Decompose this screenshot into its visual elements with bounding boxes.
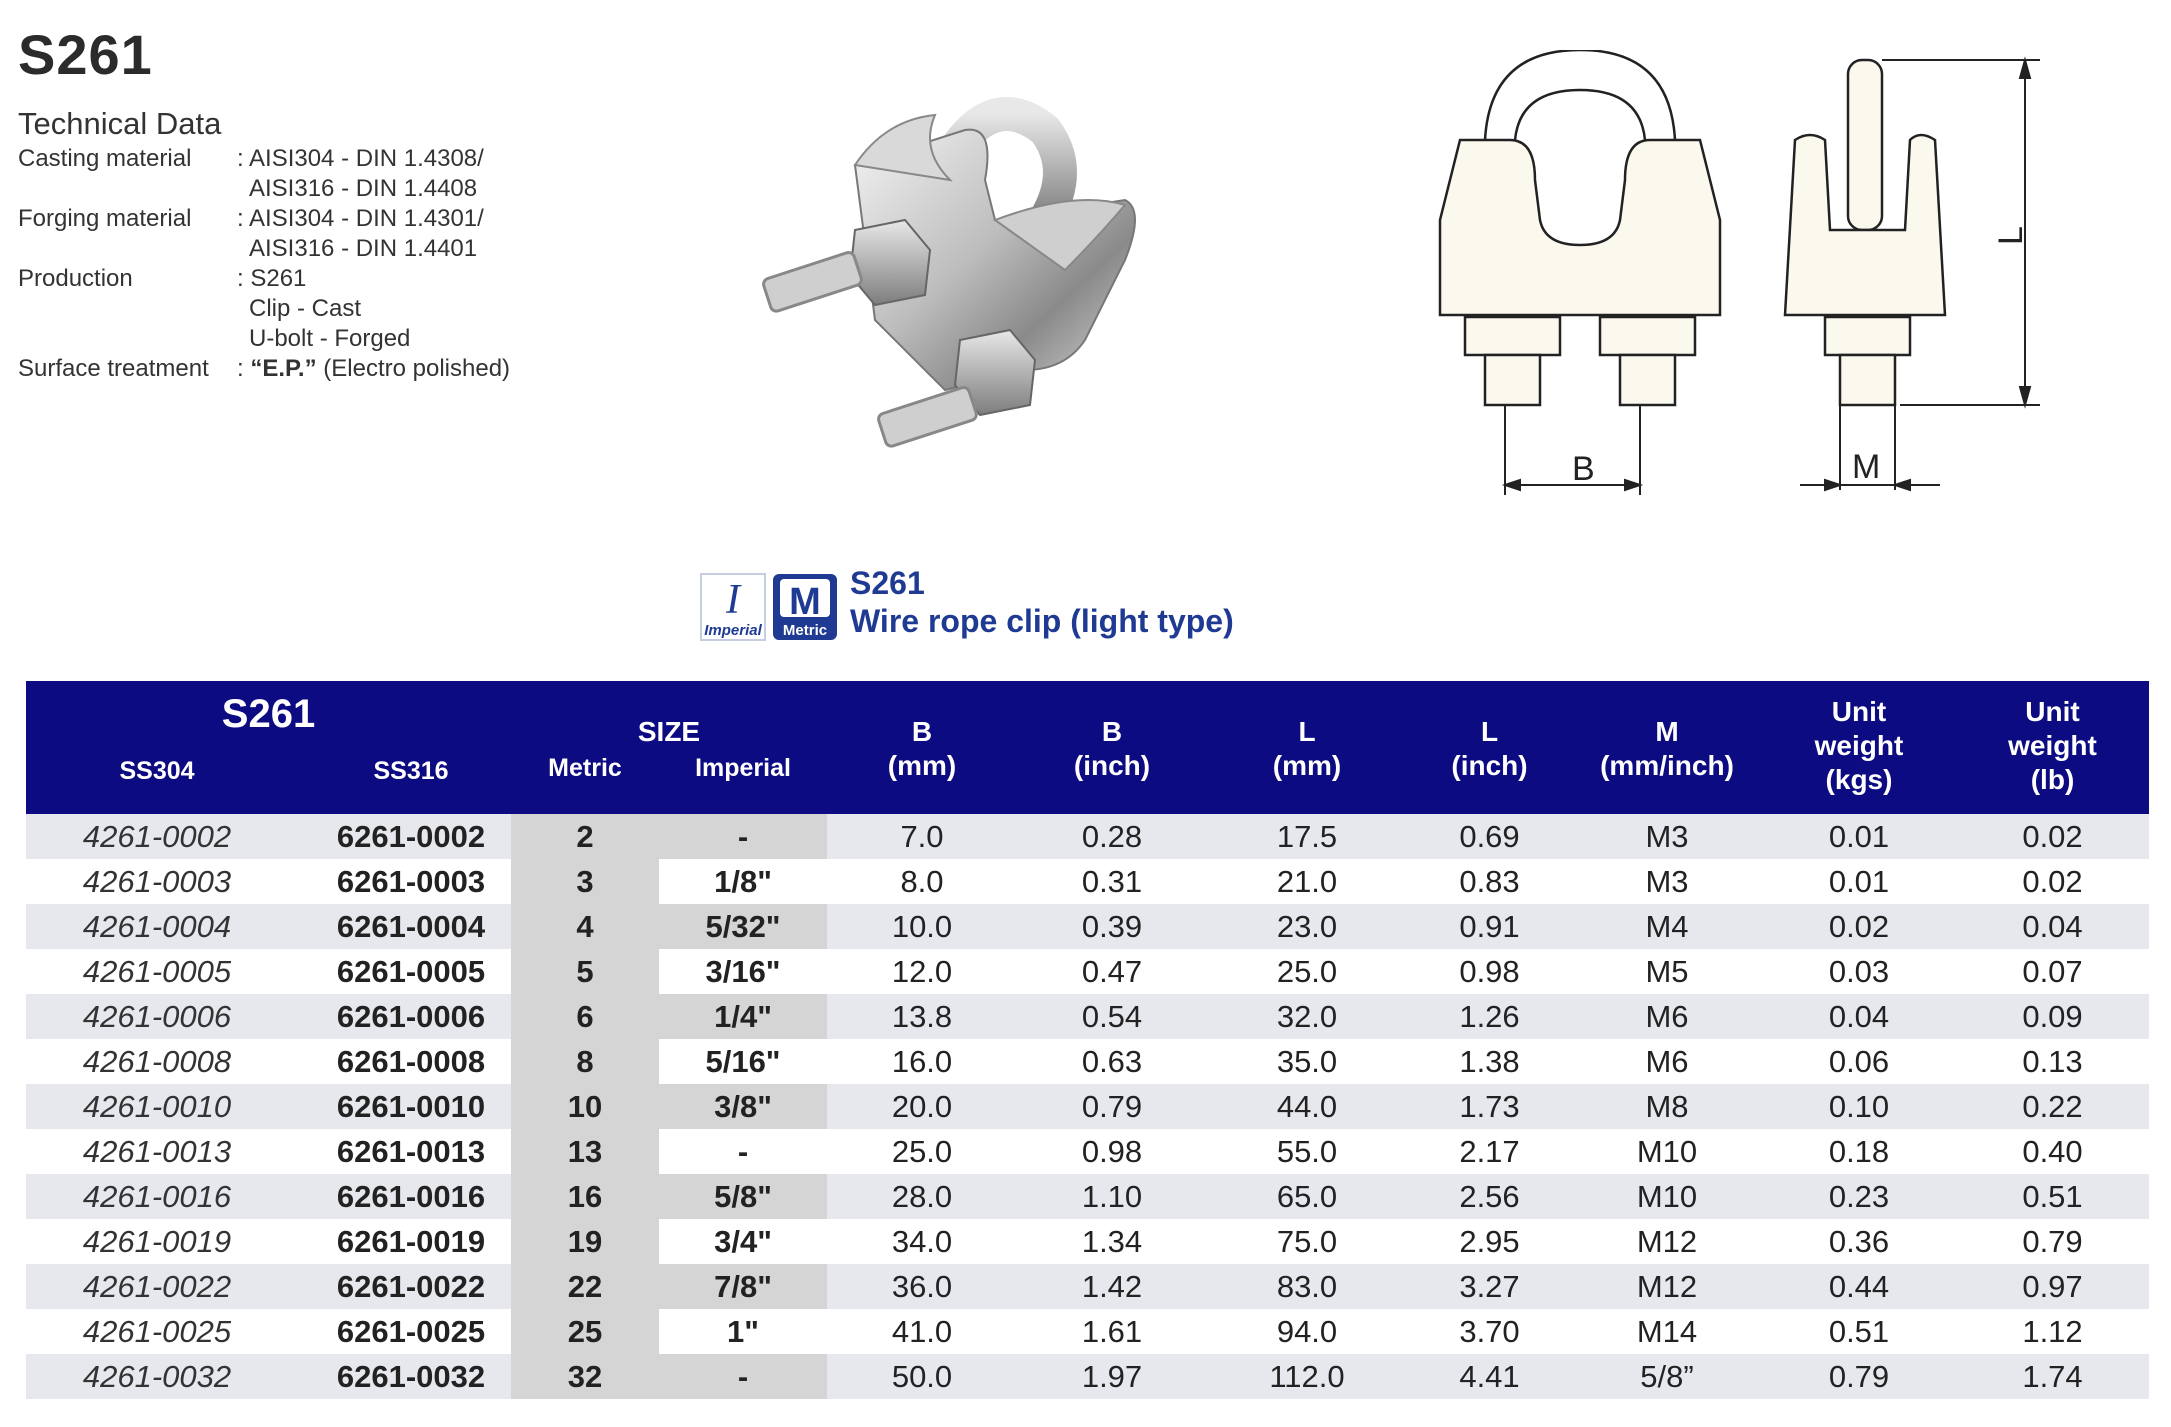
cell-l-inch: 0.98: [1459, 954, 1520, 989]
cell-l-mm: 35.0: [1276, 1044, 1338, 1079]
tech-value: U-bolt - Forged: [249, 325, 411, 352]
cell-metric: 10: [511, 1084, 659, 1129]
cell-imperial: 1": [659, 1309, 827, 1354]
cell-l-inch: 2.17: [1459, 1134, 1520, 1169]
header-unit-weight-kgs: Unit weight (kgs): [1814, 696, 1904, 795]
cell-b-mm: 12.0: [891, 954, 953, 989]
cell-ss316: 6261-0016: [336, 1179, 486, 1214]
cell-l-mm: 65.0: [1276, 1179, 1338, 1214]
cell-l-mm: 75.0: [1276, 1224, 1338, 1259]
cell-m: M6: [1645, 999, 1689, 1034]
header-l-mm: L (mm): [1272, 716, 1342, 781]
tech-value: Clip - Cast: [249, 295, 362, 322]
cell-ss316: 6261-0005: [336, 954, 486, 989]
cell-weight-kgs: 0.79: [1828, 1359, 1890, 1394]
cell-b-mm: 34.0: [891, 1224, 953, 1259]
cell-ss316: 6261-0019: [336, 1224, 486, 1259]
cell-imperial: -: [659, 1354, 827, 1399]
cell-metric: 13: [511, 1129, 659, 1174]
cell-l-inch: 1.38: [1459, 1044, 1520, 1079]
cell-imperial: 5/16": [659, 1039, 827, 1084]
cell-l-mm: 25.0: [1276, 954, 1338, 989]
cell-ss304: 4261-0022: [82, 1269, 232, 1304]
cell-ss304: 4261-0025: [82, 1314, 232, 1349]
imperial-badge-icon: [700, 573, 766, 641]
cell-weight-kgs: 0.01: [1828, 864, 1890, 899]
cell-b-mm: 28.0: [891, 1179, 953, 1214]
cell-m: M4: [1645, 909, 1689, 944]
cell-b-mm: 16.0: [891, 1044, 953, 1079]
side-view-drawing: [1780, 50, 2070, 510]
cell-m: M12: [1636, 1224, 1698, 1259]
page-title: S261: [18, 23, 153, 86]
cell-metric: 3: [511, 859, 659, 904]
cell-b-inch: 1.97: [1081, 1359, 1143, 1394]
product-code: S261: [850, 565, 925, 601]
table-row: [26, 949, 2149, 994]
cell-l-inch: 1.26: [1459, 999, 1520, 1034]
cell-m: M3: [1645, 864, 1689, 899]
table-row: [26, 904, 2149, 949]
tech-label: Casting material: [18, 145, 192, 172]
cell-weight-kgs: 0.06: [1828, 1044, 1890, 1079]
cell-ss316: 6261-0010: [336, 1089, 486, 1124]
header-group-s261: S261: [221, 692, 316, 736]
cell-metric: 25: [511, 1309, 659, 1354]
tech-row-forging: [18, 204, 510, 264]
cell-b-mm: 10.0: [891, 909, 953, 944]
cell-b-mm: 20.0: [891, 1089, 953, 1124]
cell-b-mm: 50.0: [891, 1359, 953, 1394]
cell-b-inch: 1.61: [1081, 1314, 1143, 1349]
cell-imperial: 7/8": [659, 1264, 827, 1309]
cell-weight-kgs: 0.02: [1828, 909, 1890, 944]
table-row: [26, 1219, 2149, 1264]
tech-value: : S261: [237, 265, 307, 292]
cell-weight-lb: 0.02: [2022, 864, 2083, 899]
cell-weight-lb: 0.51: [2022, 1179, 2083, 1214]
header-b-mm: B (mm): [887, 716, 957, 781]
cell-b-inch: 0.79: [1081, 1089, 1143, 1124]
cell-imperial: -: [659, 814, 827, 859]
cell-l-mm: 55.0: [1276, 1134, 1338, 1169]
cell-ss316: 6261-0006: [336, 999, 486, 1034]
header-metric: Metric: [548, 754, 622, 782]
technical-data-heading: Technical Data: [18, 106, 222, 141]
cell-l-mm: 32.0: [1276, 999, 1338, 1034]
cell-b-mm: 36.0: [891, 1269, 953, 1304]
cell-l-inch: 0.83: [1459, 864, 1520, 899]
cell-weight-kgs: 0.03: [1828, 954, 1890, 989]
cell-l-inch: 1.73: [1459, 1089, 1520, 1124]
svg-text:I: I: [726, 577, 740, 623]
cell-m: M6: [1645, 1044, 1689, 1079]
cell-m: M5: [1645, 954, 1689, 989]
svg-text:Imperial: Imperial: [704, 622, 762, 639]
cell-ss304: 4261-0016: [82, 1179, 232, 1214]
cell-weight-lb: 0.09: [2022, 999, 2083, 1034]
header-size: SIZE: [637, 716, 701, 747]
cell-imperial: 5/8": [659, 1174, 827, 1219]
cell-b-mm: 8.0: [900, 864, 944, 899]
cell-m: M8: [1645, 1089, 1689, 1124]
cell-ss304: 4261-0006: [82, 999, 232, 1034]
cell-weight-kgs: 0.36: [1828, 1224, 1890, 1259]
cell-imperial: 3/4": [659, 1219, 827, 1264]
cell-weight-lb: 0.02: [2022, 819, 2083, 854]
cell-l-inch: 2.95: [1459, 1224, 1520, 1259]
tech-value: : AISI304 - DIN 1.4301/: [237, 205, 484, 232]
cell-imperial: 3/8": [659, 1084, 827, 1129]
cell-m: M10: [1636, 1134, 1698, 1169]
cell-metric: 19: [511, 1219, 659, 1264]
cell-weight-lb: 0.04: [2022, 909, 2083, 944]
cell-b-inch: 0.63: [1081, 1044, 1143, 1079]
tech-value: : AISI304 - DIN 1.4308/: [237, 145, 484, 172]
cell-l-inch: 3.70: [1459, 1314, 1520, 1349]
cell-b-mm: 7.0: [900, 819, 944, 854]
cell-weight-lb: 1.74: [2022, 1359, 2083, 1394]
table-row: [26, 1174, 2149, 1219]
table-row: [26, 1354, 2149, 1399]
cell-b-inch: 0.54: [1081, 999, 1143, 1034]
front-view-drawing: [1420, 50, 1740, 510]
table-row: [26, 814, 2149, 859]
wire-rope-clip-photo: [745, 70, 1245, 530]
cell-ss304: 4261-0010: [82, 1089, 232, 1124]
cell-metric: 2: [511, 814, 659, 859]
cell-b-mm: 41.0: [891, 1314, 953, 1349]
cell-metric: 22: [511, 1264, 659, 1309]
cell-ss304: 4261-0032: [82, 1359, 232, 1394]
cell-weight-kgs: 0.44: [1828, 1269, 1890, 1304]
cell-metric: 4: [511, 904, 659, 949]
cell-ss316: 6261-0008: [336, 1044, 486, 1079]
cell-b-mm: 13.8: [891, 999, 953, 1034]
cell-weight-lb: 0.79: [2022, 1224, 2083, 1259]
cell-b-inch: 1.34: [1081, 1224, 1143, 1259]
cell-b-inch: 0.39: [1081, 909, 1143, 944]
dimension-b-label: B: [1572, 450, 1595, 488]
cell-imperial: 5/32": [659, 904, 827, 949]
cell-l-inch: 0.69: [1459, 819, 1520, 854]
cell-b-inch: 1.42: [1081, 1269, 1143, 1304]
cell-weight-kgs: 0.10: [1828, 1089, 1890, 1124]
cell-l-mm: 94.0: [1276, 1314, 1338, 1349]
dimension-l-label: L: [1992, 226, 2030, 245]
cell-b-inch: 1.10: [1081, 1179, 1143, 1214]
cell-weight-lb: 0.13: [2022, 1044, 2083, 1079]
cell-weight-kgs: 0.18: [1828, 1134, 1890, 1169]
header-b-inch: B (inch): [1073, 716, 1151, 781]
cell-m: M10: [1636, 1179, 1698, 1214]
cell-b-inch: 0.28: [1081, 819, 1143, 854]
cell-m: M12: [1636, 1269, 1698, 1304]
header-imperial: Imperial: [695, 754, 791, 782]
cell-metric: 16: [511, 1174, 659, 1219]
cell-l-mm: 23.0: [1276, 909, 1338, 944]
cell-l-inch: 2.56: [1459, 1179, 1520, 1214]
cell-ss304: 4261-0008: [82, 1044, 232, 1079]
cell-imperial: 1/8": [659, 859, 827, 904]
product-name: Wire rope clip (light type): [850, 603, 1234, 639]
cell-imperial: -: [659, 1129, 827, 1174]
cell-metric: 32: [511, 1354, 659, 1399]
header-unit-weight-lb: Unit weight (lb): [2008, 696, 2097, 795]
cell-ss304: 4261-0003: [82, 864, 232, 899]
tech-value: : “E.P.” (Electro polished): [237, 355, 511, 382]
table-row: [26, 1129, 2149, 1174]
cell-m: 5/8”: [1640, 1359, 1694, 1394]
cell-l-mm: 83.0: [1276, 1269, 1338, 1304]
table-row: [26, 994, 2149, 1039]
cell-m: M3: [1645, 819, 1689, 854]
cell-metric: 6: [511, 994, 659, 1039]
cell-l-mm: 44.0: [1276, 1089, 1338, 1124]
cell-metric: 8: [511, 1039, 659, 1084]
cell-ss316: 6261-0004: [336, 909, 486, 944]
table-row: [26, 1264, 2149, 1309]
table-header: [26, 681, 2149, 814]
table-body: [26, 814, 2149, 1399]
tech-value: AISI316 - DIN 1.4401: [249, 235, 478, 262]
tech-row-production: [18, 264, 510, 354]
ep-text: “E.P.”: [250, 355, 317, 382]
cell-ss316: 6261-0003: [336, 864, 486, 899]
tech-row-surface: [18, 354, 510, 384]
cell-b-inch: 0.98: [1081, 1134, 1143, 1169]
cell-m: M14: [1636, 1314, 1698, 1349]
cell-ss304: 4261-0005: [82, 954, 232, 989]
cell-ss304: 4261-0019: [82, 1224, 232, 1259]
cell-weight-lb: 0.22: [2022, 1089, 2083, 1124]
technical-data: [18, 144, 510, 384]
metric-badge-icon: [772, 573, 838, 641]
cell-l-inch: 4.41: [1459, 1359, 1520, 1394]
table-row: [26, 859, 2149, 904]
cell-b-mm: 25.0: [891, 1134, 953, 1169]
tech-label: Production: [18, 265, 133, 292]
cell-l-inch: 0.91: [1459, 909, 1520, 944]
cell-b-inch: 0.31: [1081, 864, 1143, 899]
tech-label: Forging material: [18, 205, 192, 232]
svg-text:M: M: [789, 581, 821, 623]
tech-label: Surface treatment: [18, 355, 209, 382]
header-ss304: SS304: [119, 757, 195, 785]
cell-ss316: 6261-0025: [336, 1314, 486, 1349]
table-row: [26, 1084, 2149, 1129]
cell-imperial: 1/4": [659, 994, 827, 1039]
header-l-inch: L (inch): [1451, 716, 1528, 781]
table-row: [26, 1309, 2149, 1354]
dimension-m-label: M: [1852, 448, 1881, 486]
cell-weight-kgs: 0.04: [1828, 999, 1890, 1034]
cell-ss304: 4261-0013: [82, 1134, 232, 1169]
cell-weight-lb: 1.12: [2022, 1314, 2083, 1349]
cell-weight-lb: 0.97: [2022, 1269, 2083, 1304]
cell-ss316: 6261-0013: [336, 1134, 486, 1169]
spec-table: [26, 681, 2149, 1399]
cell-l-mm: 17.5: [1276, 819, 1338, 854]
table-row: [26, 1039, 2149, 1084]
cell-l-mm: 21.0: [1276, 864, 1338, 899]
header-m: M (mm/inch): [1600, 716, 1734, 781]
cell-weight-kgs: 0.51: [1828, 1314, 1890, 1349]
cell-ss304: 4261-0002: [82, 819, 232, 854]
cell-weight-kgs: 0.01: [1828, 819, 1890, 854]
cell-l-mm: 112.0: [1269, 1359, 1345, 1394]
cell-l-inch: 3.27: [1459, 1269, 1520, 1304]
svg-text:Metric: Metric: [782, 622, 828, 639]
tech-value: AISI316 - DIN 1.4408: [249, 175, 478, 202]
cell-weight-kgs: 0.23: [1828, 1179, 1890, 1214]
cell-ss316: 6261-0022: [336, 1269, 486, 1304]
cell-imperial: 3/16": [659, 949, 827, 994]
cell-ss316: 6261-0002: [336, 819, 486, 854]
cell-metric: 5: [511, 949, 659, 994]
cell-ss304: 4261-0004: [82, 909, 232, 944]
cell-weight-lb: 0.40: [2022, 1134, 2083, 1169]
header-ss316: SS316: [373, 757, 449, 785]
cell-b-inch: 0.47: [1081, 954, 1143, 989]
tech-row-casting: [18, 144, 510, 204]
cell-weight-lb: 0.07: [2022, 954, 2083, 989]
cell-ss316: 6261-0032: [336, 1359, 486, 1394]
